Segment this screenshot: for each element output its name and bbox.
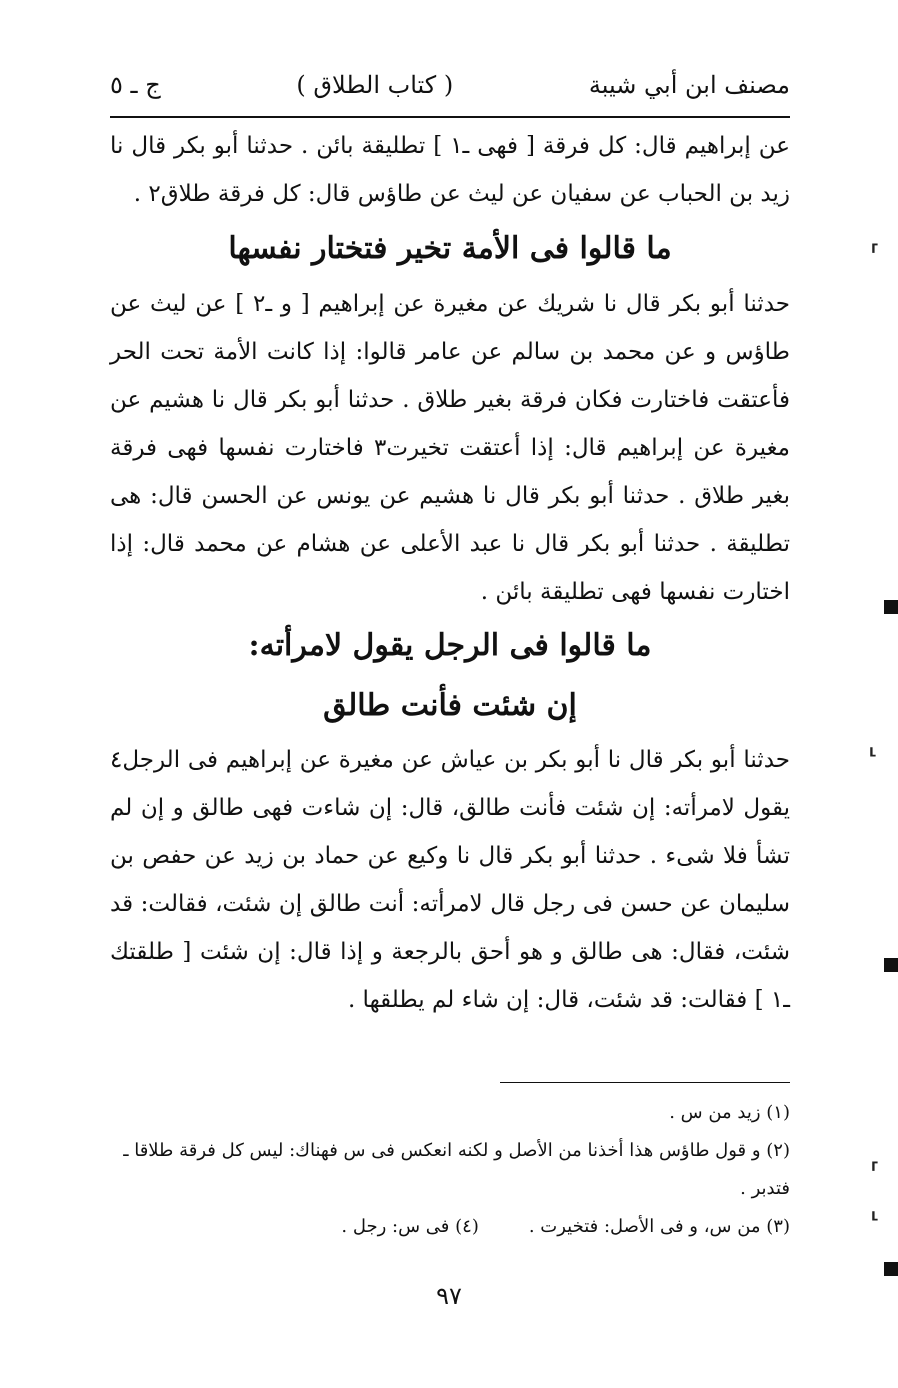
section-heading-1: ما قالوا فى الأمة تخير فتختار نفسها — [228, 231, 672, 266]
volume-label: ج ـ ٥ — [110, 71, 161, 99]
paragraph-3: حدثنا أبو بكر قال نا أبو بكر بن عياش عن مغيرة عن إبراهيم فى الرجل٤ يقول لامرأته: إن شئت فأنت طالق، قال: إن شاءت فهى طالق و إن لم تشأ فلا شىء . حدثنا أبو بكر قال نا وكيع عن حماد بن زيد عن حفص بن سليمان عن حسن فى رجل قال لامرأته: أنت طالق إن شئت، فقالت: قد شئت، فقال: هى طالق و هو أحق بالرجعة و إذا قال: إن شئت [ طلقتك ـ١ ] فقالت: قد شئت، قال: إن شاء لم يطلقها . — [110, 747, 790, 1013]
chapter-title: ( كتاب الطلاق ) — [296, 71, 454, 99]
section-heading-2-line-1: ما قالوا فى الرجل يقول لامرأته: — [248, 628, 652, 663]
footnote-4: (٤) فى س: رجل . — [341, 1216, 479, 1237]
header-divider — [110, 116, 790, 118]
footnote-divider — [500, 1082, 790, 1083]
footnote-2: (٢) و قول طاؤس هذا أخذنا من الأصل و لكنه انعكس فى س فهناك: ليس كل فرقة طلاقا ـ فتدبر . — [123, 1140, 790, 1199]
margin-tick-2: ⸤ — [868, 730, 879, 760]
margin-mark-top — [884, 600, 898, 614]
margin-mark-middle — [884, 958, 898, 972]
footnote-row — [110, 1208, 790, 1246]
margin-tick-3: ⸢ — [870, 1158, 881, 1188]
page-number: ٩٧ — [436, 1282, 462, 1310]
footnote-1: (١) زيد من س . — [669, 1102, 790, 1123]
margin-tick-1: ⸢ — [870, 240, 881, 270]
section-heading-2-line-2: إن شئت فأنت طالق — [323, 688, 577, 723]
margin-mark-bottom — [884, 1262, 898, 1276]
paragraph-1: عن إبراهيم قال: كل فرقة [ فهى ـ١ ] تطليقة بائن . حدثنا أبو بكر قال نا زيد بن الحباب عن سفيان عن ليث عن طاؤس قال: كل فرقة طلاق٢ . — [110, 133, 791, 207]
paragraph-2: حدثنا أبو بكر قال نا شريك عن مغيرة عن إبراهيم [ و ـ٢ ] عن ليث عن طاؤس و عن محمد بن سالم عن عامر قالوا: إذا كانت الأمة تحت الحر فأعتقت فاختارت فكان فرقة بغير طلاق . حدثنا أبو بكر قال نا هشيم عن مغيرة عن إبراهيم قال: إذا أعتقت تخيرت٣ فاختارت نفسها فهى فرقة بغير طلاق . حدثنا أبو بكر قال نا هشيم عن يونس عن الحسن قال: هى تطليقة . حدثنا أبو بكر قال نا عبد الأعلى عن هشام عن محمد قال: إذا اختارت نفسها فهى تطليقة بائن . — [110, 291, 790, 605]
book-title: مصنف ابن أبي شيبة — [588, 71, 790, 99]
main-text — [110, 122, 790, 1024]
running-header — [110, 60, 790, 110]
footnote-3: (٣) من س، و فى الأصل: فتخيرت . — [528, 1216, 790, 1237]
footnotes — [110, 1094, 790, 1246]
margin-tick-4: ⸤ — [870, 1194, 881, 1224]
